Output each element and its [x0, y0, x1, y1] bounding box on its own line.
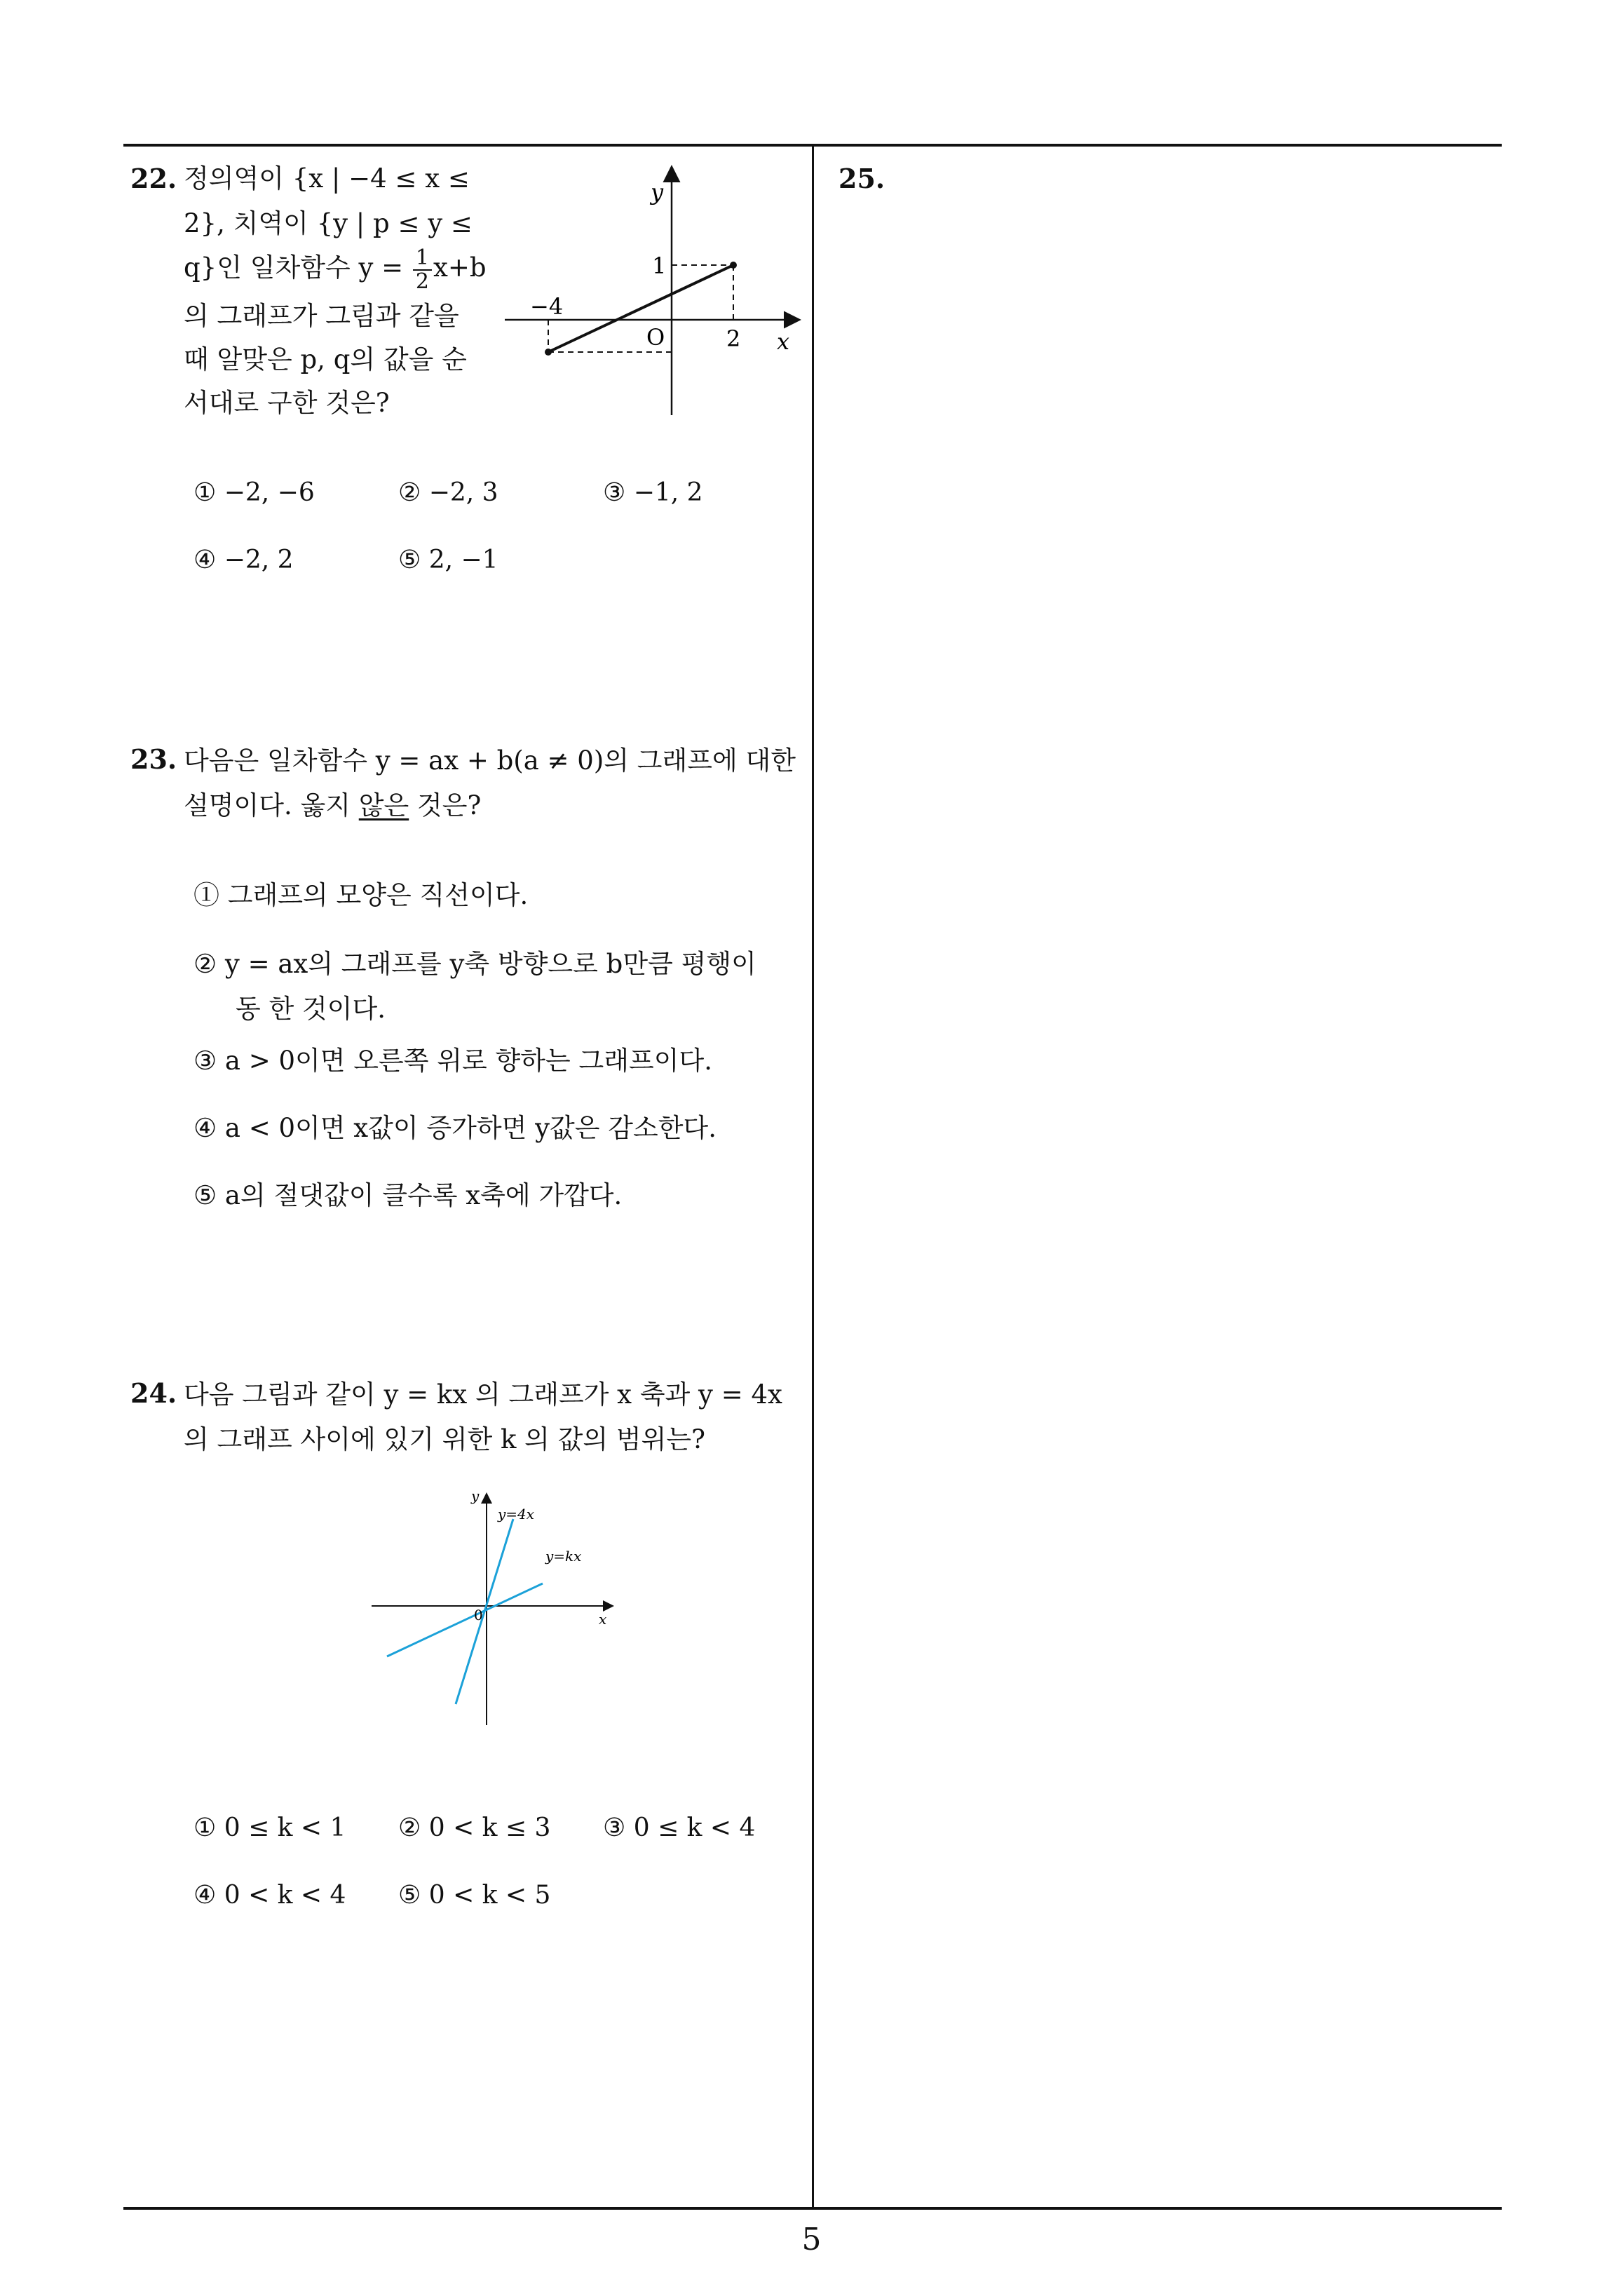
q24-choice-1[interactable]: ① 0 ≤ k < 1 — [193, 1814, 346, 1842]
bottom-rule — [123, 2207, 1502, 2210]
q23-line-2 — [184, 790, 482, 821]
q22-fraction-den: 2 — [415, 269, 429, 294]
q22-x-label: x — [777, 328, 790, 355]
q22-choice-3[interactable]: ③ −1, 2 — [603, 478, 703, 507]
q24-y-label: y — [471, 1487, 480, 1504]
q23-choice-2[interactable]: ② y = ax의 그래프를 y축 방향으로 b만큼 평행이 — [193, 949, 756, 979]
column-divider — [812, 144, 814, 2210]
q24-line-2: 의 그래프 사이에 있기 위한 k 의 값의 범위는? — [184, 1424, 705, 1454]
q22-line-5: 때 알맞은 p, q의 값을 순 — [184, 344, 467, 374]
q25-number: 25. — [838, 163, 885, 194]
q22-line-4: 의 그래프가 그림과 같을 — [184, 301, 459, 331]
q24-choice-3[interactable]: ③ 0 ≤ k < 4 — [603, 1814, 756, 1842]
q24-line-1: 다음 그림과 같이 y = kx 의 그래프가 x 축과 y = 4x — [184, 1379, 782, 1410]
q22-line-6: 서대로 구한 것은? — [184, 388, 390, 418]
q22-line-3 — [184, 247, 487, 292]
q23-line-1: 다음은 일차함수 y = ax + b(a ≠ 0)의 그래프에 대한 — [184, 745, 796, 776]
q23-choice-4[interactable]: ④ a < 0이면 x값이 증가하면 y값은 감소한다. — [193, 1113, 717, 1143]
q22-choice-5[interactable]: ⑤ 2, −1 — [398, 546, 498, 574]
q24-choice-2[interactable]: ② 0 < k ≤ 3 — [398, 1814, 551, 1842]
page-number: 5 — [801, 2222, 822, 2257]
q24-x-label: x — [599, 1611, 607, 1628]
q22-line-3b: x+b — [433, 252, 487, 283]
q24-line2-label: y=kx — [545, 1548, 582, 1565]
q23-line-2b: 것은? — [409, 790, 482, 821]
q23-underlined-word: 않은 — [358, 790, 409, 821]
q23-number: 23. — [130, 743, 177, 775]
q22-label-2: 2 — [726, 325, 741, 352]
q24-line1-label: y=4x — [498, 1506, 535, 1522]
q22-line-segment — [548, 265, 733, 352]
q22-label-neg4: −4 — [530, 293, 564, 320]
q23-choice-1[interactable]: ① 그래프의 모양은 직선이다. — [193, 880, 529, 910]
q23-choice-3[interactable]: ③ a > 0이면 오른쪽 위로 향하는 그래프이다. — [193, 1046, 712, 1076]
q22-graph — [491, 161, 813, 428]
q22-y-label: y — [651, 179, 664, 205]
q22-label-1: 1 — [652, 252, 667, 279]
q22-choice-4[interactable]: ④ −2, 2 — [193, 546, 294, 574]
q22-line-2: 2}, 치역이 {y | p ≤ y ≤ — [184, 208, 473, 238]
q24-origin-label: 0 — [474, 1607, 483, 1623]
q22-choice-2[interactable]: ② −2, 3 — [398, 478, 498, 507]
q22-choice-1[interactable]: ① −2, −6 — [193, 478, 315, 507]
q23-choice-2-cont: 동 한 것이다. — [236, 994, 386, 1024]
q24-line-ykx — [387, 1583, 543, 1656]
q22-number: 22. — [130, 163, 177, 194]
q22-fraction — [413, 247, 432, 292]
q22-line-1: 정의역이 {x | −4 ≤ x ≤ — [184, 163, 470, 194]
q24-choice-4[interactable]: ④ 0 < k < 4 — [193, 1881, 346, 1910]
q23-line-2a: 설명이다. 옳지 — [184, 790, 359, 821]
q24-choice-5[interactable]: ⑤ 0 < k < 5 — [398, 1881, 551, 1910]
q22-fraction-num: 1 — [413, 247, 432, 271]
q24-graph — [365, 1483, 617, 1735]
q24-number: 24. — [130, 1377, 177, 1409]
q22-line-3a: q}인 일차함수 y = — [184, 252, 412, 283]
q23-choice-5[interactable]: ⑤ a의 절댓값이 클수록 x축에 가깝다. — [193, 1180, 623, 1210]
q22-origin-label: O — [646, 324, 665, 351]
